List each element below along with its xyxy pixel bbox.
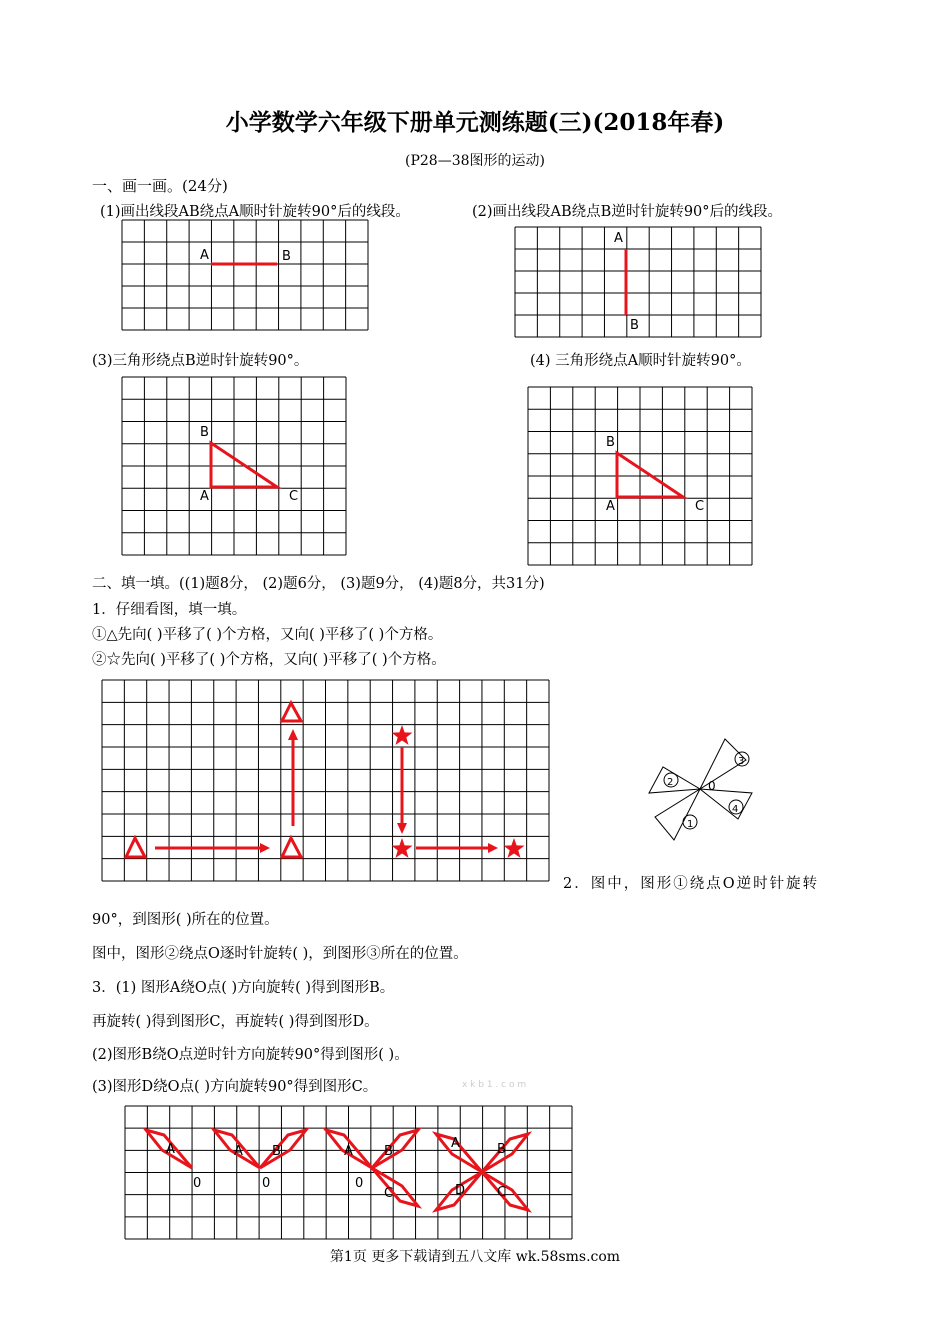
fig3-label-b: B <box>384 1144 393 1159</box>
fig2-label-b: B <box>272 1144 281 1159</box>
arrow-up-head <box>288 729 298 740</box>
section2-q2-line3: 图中，图形②绕点O逐时针旋转( )，到图形③所在的位置。 <box>92 946 468 962</box>
fig1-label-a: A <box>166 1142 175 1157</box>
q3-triangle <box>211 443 277 487</box>
fig3-label-a: A <box>344 1144 353 1159</box>
arrow-right-1-head <box>260 843 270 853</box>
section2-q1-intro: 1．仔细看图，填一填。 <box>92 602 247 618</box>
grid-q4 <box>528 387 752 565</box>
section2-heading: 二、填一填。((1)题8分， (2)题6分， (3)题9分， (4)题8分，共31分) <box>92 576 545 592</box>
grid-rotation <box>125 1106 572 1239</box>
q4-label-a: A <box>606 499 615 514</box>
page-footer: 第1页 更多下载请到五八文库 wk.58sms.com <box>329 1249 621 1265</box>
star-mid <box>392 838 413 858</box>
arrow-right-2-head <box>488 843 498 853</box>
star-start <box>392 725 413 745</box>
kite-c <box>372 1168 418 1206</box>
kite-b <box>372 1130 418 1168</box>
q2-label-b: B <box>630 318 639 333</box>
grid-layer <box>102 220 761 1239</box>
grid-translation <box>102 680 549 881</box>
q1-label-b: B <box>282 249 291 264</box>
section1-q4: (4) 三角形绕点A顺时针旋转90°。 <box>530 353 751 369</box>
pinwheel-num-2: 2 <box>667 777 674 788</box>
grid-q1 <box>122 220 368 330</box>
section1-q3: (3)三角形绕点B逆时针旋转90°。 <box>92 353 309 369</box>
fig3-label-o: 0 <box>355 1176 364 1191</box>
triangle-mid <box>282 838 301 857</box>
q3-label-a: A <box>200 489 209 504</box>
section2-q3-line4: (3)图形D绕O点( )方向旋转90°得到图形C。 <box>92 1079 378 1095</box>
pinwheel-center: 0 <box>708 779 716 793</box>
section2-q2-part2: 90°，到图形( )所在的位置。 <box>92 912 279 928</box>
page-title: 小学数学六年级下册单元测练题(三)(2018年春) <box>225 109 725 136</box>
q1-label-a: A <box>200 248 209 263</box>
q4-label-b: B <box>606 435 615 450</box>
section2-q1-line2: ②☆先向( )平移了( )个方格，又向( )平移了( )个方格。 <box>92 652 446 668</box>
triangle-start <box>126 838 145 857</box>
fig1-label-o: 0 <box>193 1176 202 1191</box>
fig4-label-b: B <box>497 1142 506 1157</box>
pinwheel-num-1: 1 <box>687 819 694 830</box>
section2-q2-part1: 2．图中，图形①绕点O逆时针旋转 <box>563 876 820 892</box>
q4-triangle <box>617 453 683 497</box>
triangle-end <box>282 703 301 721</box>
section2-q1-line1: ①△先向( )平移了( )个方格，又向( )平移了( )个方格。 <box>92 627 443 643</box>
section1-q2: (2)画出线段AB绕点B逆时针旋转90°后的线段。 <box>472 204 783 220</box>
q2-label-a: A <box>614 231 623 246</box>
fig2-label-a: A <box>234 1144 243 1159</box>
section1-heading: 一、画一画。(24分) <box>92 177 228 195</box>
section2-q3-line3: (2)图形B绕O点逆时针方向旋转90°得到图形( )。 <box>92 1047 409 1063</box>
fig4-label-d: D <box>455 1183 466 1198</box>
fig4-label-c: C <box>497 1185 507 1200</box>
pinwheel-num-4: 4 <box>732 804 739 815</box>
section2-q3-line1: 3．(1) 图形A绕O点( )方向旋转( )得到图形B。 <box>92 980 395 996</box>
section1-q1: (1)画出线段AB绕点A顺时针旋转90°后的线段。 <box>100 204 410 220</box>
rotation-figures <box>146 1130 528 1210</box>
q3-label-c: C <box>289 489 299 504</box>
pinwheel <box>649 739 752 840</box>
section2-q3-line2: 再旋转( )得到图形C，再旋转( )得到图形D。 <box>92 1014 379 1030</box>
watermark: x k b 1 . c o m <box>462 1080 527 1090</box>
star-end <box>504 838 525 858</box>
arrow-down-head <box>397 823 407 834</box>
fig3-label-c: C <box>384 1186 394 1201</box>
kite-b <box>260 1130 306 1168</box>
q4-label-c: C <box>695 499 705 514</box>
q3-label-b: B <box>200 425 209 440</box>
fig2-label-o: 0 <box>262 1176 271 1191</box>
pinwheel-num-3: 3 <box>738 756 745 767</box>
fig4-label-a: A <box>451 1136 460 1151</box>
grid-q3 <box>122 377 346 555</box>
page-subtitle: (P28—38图形的运动) <box>405 153 545 169</box>
